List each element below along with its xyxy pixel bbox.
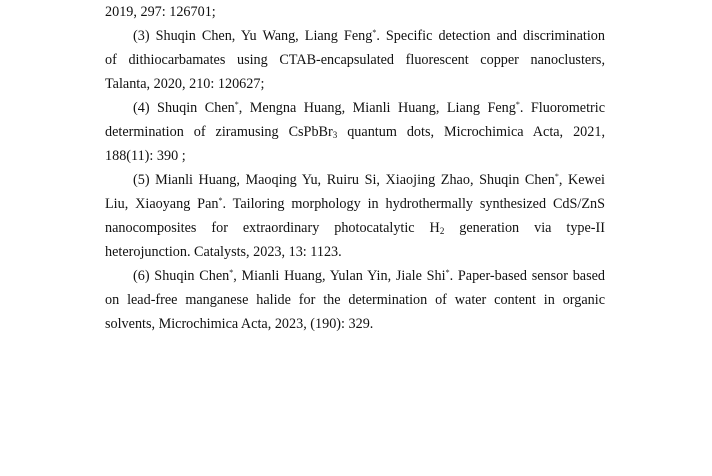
ref5-authors-cont: , Kewei [558, 172, 605, 188]
corresponding-author-mark: * [218, 196, 223, 205]
corresponding-author-mark: * [515, 100, 520, 109]
ref3-title-start: . Specific detection and discrimination [376, 28, 605, 44]
subscript: 2 [439, 226, 445, 236]
corresponding-author-mark: * [234, 100, 239, 109]
reference-2-tail: 2019, 297: 126701; [105, 4, 216, 20]
reference-3-line-2: of dithiocarbamates using CTAB-encapsulated fluorescent copper nanoclusters, [105, 52, 605, 68]
ref5-title-end: generation via type-II [444, 220, 605, 236]
corresponding-author-mark: * [372, 28, 377, 37]
reference-5-line-3 [105, 216, 605, 240]
reference-4-line-2 [105, 120, 605, 144]
corresponding-author-mark: * [445, 268, 450, 277]
ref6-title-start: . Paper-based sensor based [449, 268, 606, 284]
ref5-authors-end: Liu, Xiaoyang Pan [105, 196, 219, 212]
subscript: 3 [332, 130, 338, 140]
ref4-title: determination of ziramusing CsPbBr [105, 124, 333, 140]
reference-6-line-3: solvents, Microchimica Acta, 2023, (190): 329. [105, 316, 374, 332]
reference-4-line-3: 188(11): 390 ; [105, 148, 186, 164]
reference-6-line-2: on lead-free manganese halide for the determination of water content in organic [105, 292, 605, 308]
ref4-title-start: . Fluorometric [519, 100, 605, 116]
reference-5-line-1 [105, 168, 605, 192]
reference-5-line-4: heterojunction. Catalysts, 2023, 13: 1123. [105, 244, 342, 260]
ref4-first-author: (4) Shuqin Chen [133, 100, 235, 116]
ref3-authors: (3) Shuqin Chen, Yu Wang, Liang Feng [133, 28, 373, 44]
ref5-title-cont: nanocomposites for extraordinary photocatalytic H [105, 220, 440, 236]
corresponding-author-mark: * [554, 172, 559, 181]
reference-6-line-1 [105, 264, 605, 288]
ref5-authors: (5) Mianli Huang, Maoqing Yu, Ruiru Si, Xiaojing Zhao, Shuqin Chen [133, 172, 555, 188]
corresponding-author-mark: * [229, 268, 234, 277]
ref5-title: . Tailoring morphology in hydrothermally synthesized CdS/ZnS [222, 196, 605, 212]
ref4-journal: quantum dots, Microchimica Acta, 2021, [337, 124, 605, 140]
reference-3-line-1 [105, 24, 605, 48]
reference-5-line-2 [105, 192, 605, 216]
ref6-coauthors: , Mianli Huang, Yulan Yin, Jiale Shi [233, 268, 446, 284]
reference-4-line-1 [105, 96, 605, 120]
reference-list [105, 0, 605, 336]
ref4-coauthors: , Mengna Huang, Mianli Huang, Liang Feng [238, 100, 516, 116]
reference-3-line-3: Talanta, 2020, 210: 120627; [105, 76, 265, 92]
ref6-first-author: (6) Shuqin Chen [133, 268, 230, 284]
